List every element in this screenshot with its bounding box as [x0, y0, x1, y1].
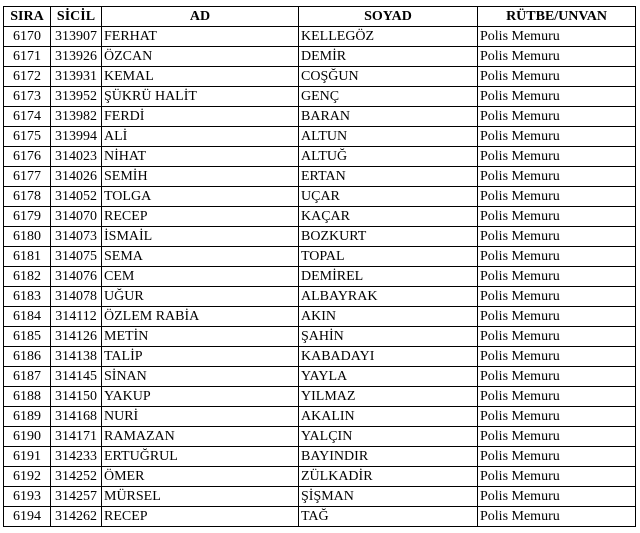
cell-sira: 6175	[4, 127, 51, 147]
cell-soyad: UÇAR	[299, 187, 478, 207]
table-row	[4, 287, 636, 307]
table-row	[4, 187, 636, 207]
cell-soyad: YALÇIN	[299, 427, 478, 447]
table-row	[4, 167, 636, 187]
personnel-list-sheet	[3, 6, 636, 527]
header-sicil: SİCİL	[51, 7, 102, 27]
table-row	[4, 407, 636, 427]
table-row	[4, 147, 636, 167]
cell-sira: 6191	[4, 447, 51, 467]
cell-rutbe: Polis Memuru	[478, 107, 636, 127]
cell-sira: 6193	[4, 487, 51, 507]
cell-sicil: 314126	[51, 327, 102, 347]
cell-ad: ÖZLEM RABİA	[102, 307, 299, 327]
cell-soyad: KELLEGÖZ	[299, 27, 478, 47]
cell-rutbe: Polis Memuru	[478, 267, 636, 287]
cell-ad: KEMAL	[102, 67, 299, 87]
cell-soyad: AKALIN	[299, 407, 478, 427]
cell-rutbe: Polis Memuru	[478, 467, 636, 487]
cell-sicil: 313994	[51, 127, 102, 147]
cell-ad: NİHAT	[102, 147, 299, 167]
table-row	[4, 107, 636, 127]
cell-rutbe: Polis Memuru	[478, 87, 636, 107]
cell-sira: 6189	[4, 407, 51, 427]
cell-rutbe: Polis Memuru	[478, 447, 636, 467]
cell-ad: SEMİH	[102, 167, 299, 187]
cell-soyad: YAYLA	[299, 367, 478, 387]
cell-sira: 6190	[4, 427, 51, 447]
cell-sicil: 314252	[51, 467, 102, 487]
cell-ad: TOLGA	[102, 187, 299, 207]
cell-sira: 6187	[4, 367, 51, 387]
cell-sira: 6176	[4, 147, 51, 167]
cell-sira: 6171	[4, 47, 51, 67]
table-row	[4, 207, 636, 227]
cell-rutbe: Polis Memuru	[478, 47, 636, 67]
cell-sicil: 313952	[51, 87, 102, 107]
personnel-table	[3, 6, 636, 527]
cell-sicil: 314233	[51, 447, 102, 467]
cell-soyad: ZÜLKADİR	[299, 467, 478, 487]
cell-soyad: ALBAYRAK	[299, 287, 478, 307]
cell-sira: 6186	[4, 347, 51, 367]
cell-soyad: KAÇAR	[299, 207, 478, 227]
cell-sira: 6170	[4, 27, 51, 47]
cell-sicil: 314026	[51, 167, 102, 187]
cell-ad: UĞUR	[102, 287, 299, 307]
cell-sira: 6192	[4, 467, 51, 487]
cell-ad: TALİP	[102, 347, 299, 367]
cell-sicil: 314076	[51, 267, 102, 287]
table-row	[4, 227, 636, 247]
table-row	[4, 67, 636, 87]
cell-ad: ÖMER	[102, 467, 299, 487]
cell-rutbe: Polis Memuru	[478, 27, 636, 47]
header-rutbe: RÜTBE/UNVAN	[478, 7, 636, 27]
cell-rutbe: Polis Memuru	[478, 367, 636, 387]
cell-sicil: 314262	[51, 507, 102, 527]
cell-sira: 6184	[4, 307, 51, 327]
cell-sira: 6172	[4, 67, 51, 87]
cell-sicil: 314073	[51, 227, 102, 247]
cell-ad: YAKUP	[102, 387, 299, 407]
cell-ad: FERDİ	[102, 107, 299, 127]
cell-ad: FERHAT	[102, 27, 299, 47]
cell-sicil: 314075	[51, 247, 102, 267]
cell-ad: ALİ	[102, 127, 299, 147]
header-row	[4, 7, 636, 27]
cell-ad: MÜRSEL	[102, 487, 299, 507]
cell-rutbe: Polis Memuru	[478, 127, 636, 147]
table-row	[4, 247, 636, 267]
cell-sicil: 313982	[51, 107, 102, 127]
cell-sira: 6181	[4, 247, 51, 267]
cell-soyad: ŞAHİN	[299, 327, 478, 347]
cell-soyad: DEMİR	[299, 47, 478, 67]
table-row	[4, 467, 636, 487]
table-row	[4, 127, 636, 147]
table-row	[4, 87, 636, 107]
cell-ad: ÖZCAN	[102, 47, 299, 67]
cell-ad: RAMAZAN	[102, 427, 299, 447]
cell-sira: 6194	[4, 507, 51, 527]
cell-ad: CEM	[102, 267, 299, 287]
cell-sira: 6178	[4, 187, 51, 207]
cell-rutbe: Polis Memuru	[478, 347, 636, 367]
cell-rutbe: Polis Memuru	[478, 147, 636, 167]
cell-soyad: BOZKURT	[299, 227, 478, 247]
cell-ad: ŞÜKRÜ HALİT	[102, 87, 299, 107]
cell-rutbe: Polis Memuru	[478, 407, 636, 427]
cell-sira: 6185	[4, 327, 51, 347]
cell-sicil: 314257	[51, 487, 102, 507]
cell-soyad: ERTAN	[299, 167, 478, 187]
table-row	[4, 327, 636, 347]
cell-rutbe: Polis Memuru	[478, 487, 636, 507]
cell-sicil: 314171	[51, 427, 102, 447]
table-row	[4, 47, 636, 67]
cell-sicil: 314078	[51, 287, 102, 307]
table-row	[4, 307, 636, 327]
table-row	[4, 447, 636, 467]
header-soyad: SOYAD	[299, 7, 478, 27]
table-row	[4, 427, 636, 447]
cell-sicil: 313926	[51, 47, 102, 67]
table-row	[4, 507, 636, 527]
cell-ad: SİNAN	[102, 367, 299, 387]
cell-sicil: 314145	[51, 367, 102, 387]
cell-sicil: 314112	[51, 307, 102, 327]
cell-soyad: ŞİŞMAN	[299, 487, 478, 507]
table-row	[4, 347, 636, 367]
table-row	[4, 387, 636, 407]
header-sira: SIRA	[4, 7, 51, 27]
cell-soyad: KABADAYI	[299, 347, 478, 367]
cell-soyad: TOPAL	[299, 247, 478, 267]
cell-rutbe: Polis Memuru	[478, 67, 636, 87]
cell-sira: 6179	[4, 207, 51, 227]
cell-rutbe: Polis Memuru	[478, 187, 636, 207]
cell-rutbe: Polis Memuru	[478, 287, 636, 307]
cell-sira: 6180	[4, 227, 51, 247]
cell-soyad: GENÇ	[299, 87, 478, 107]
table-row	[4, 367, 636, 387]
cell-rutbe: Polis Memuru	[478, 307, 636, 327]
cell-sicil: 314138	[51, 347, 102, 367]
cell-ad: ERTUĞRUL	[102, 447, 299, 467]
cell-rutbe: Polis Memuru	[478, 167, 636, 187]
cell-sira: 6173	[4, 87, 51, 107]
cell-soyad: COŞĞUN	[299, 67, 478, 87]
cell-soyad: BAYINDIR	[299, 447, 478, 467]
cell-soyad: YILMAZ	[299, 387, 478, 407]
table-row	[4, 267, 636, 287]
cell-rutbe: Polis Memuru	[478, 427, 636, 447]
cell-rutbe: Polis Memuru	[478, 247, 636, 267]
cell-ad: RECEP	[102, 507, 299, 527]
cell-rutbe: Polis Memuru	[478, 227, 636, 247]
cell-sicil: 314023	[51, 147, 102, 167]
cell-sira: 6174	[4, 107, 51, 127]
cell-ad: RECEP	[102, 207, 299, 227]
cell-ad: NURİ	[102, 407, 299, 427]
cell-rutbe: Polis Memuru	[478, 207, 636, 227]
table-row	[4, 27, 636, 47]
table-row	[4, 487, 636, 507]
cell-rutbe: Polis Memuru	[478, 507, 636, 527]
cell-sicil: 314052	[51, 187, 102, 207]
cell-ad: İSMAİL	[102, 227, 299, 247]
cell-ad: METİN	[102, 327, 299, 347]
cell-rutbe: Polis Memuru	[478, 387, 636, 407]
cell-sira: 6182	[4, 267, 51, 287]
cell-soyad: ALTUĞ	[299, 147, 478, 167]
cell-sicil: 314150	[51, 387, 102, 407]
cell-sicil: 313931	[51, 67, 102, 87]
cell-sira: 6183	[4, 287, 51, 307]
cell-soyad: TAĞ	[299, 507, 478, 527]
cell-soyad: DEMİREL	[299, 267, 478, 287]
cell-sicil: 313907	[51, 27, 102, 47]
cell-sira: 6188	[4, 387, 51, 407]
cell-sicil: 314168	[51, 407, 102, 427]
cell-rutbe: Polis Memuru	[478, 327, 636, 347]
cell-sicil: 314070	[51, 207, 102, 227]
header-ad: AD	[102, 7, 299, 27]
cell-soyad: ALTUN	[299, 127, 478, 147]
cell-sira: 6177	[4, 167, 51, 187]
cell-ad: SEMA	[102, 247, 299, 267]
cell-soyad: BARAN	[299, 107, 478, 127]
cell-soyad: AKIN	[299, 307, 478, 327]
